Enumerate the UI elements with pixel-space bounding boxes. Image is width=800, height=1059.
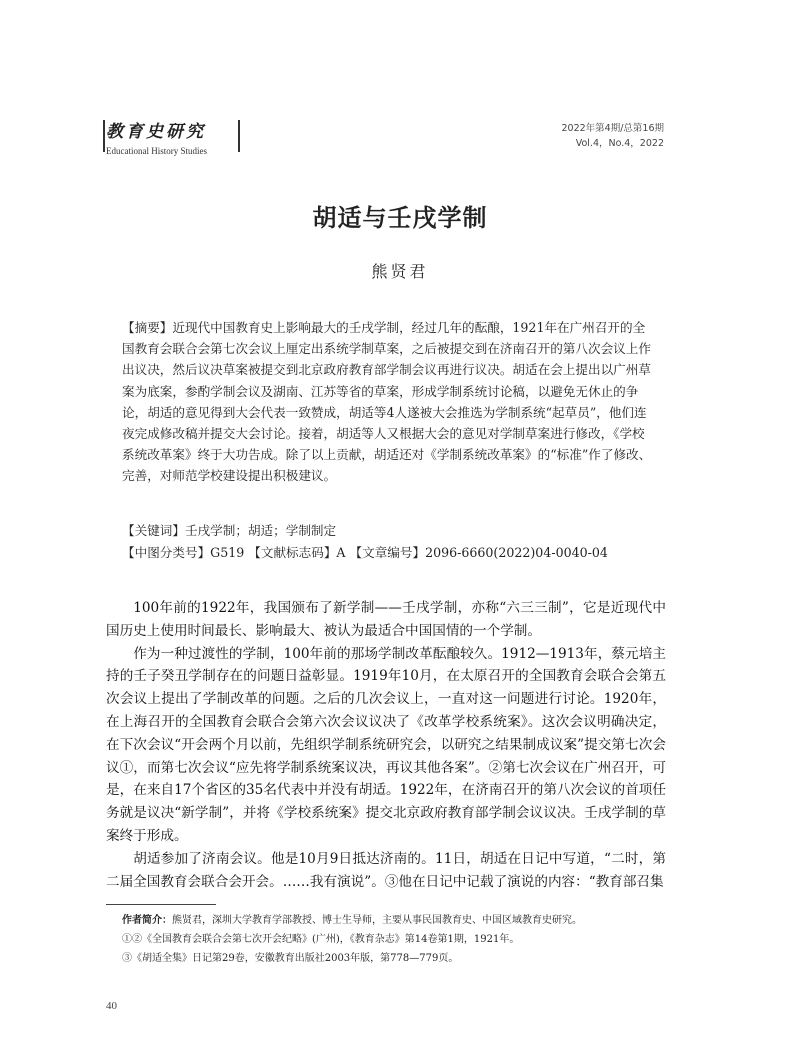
body-paragraph: 100年前的1922年，我国颁布了新学制——壬戌学制，亦称“六三三制”，它是近现代中国历史上使用时间最长、影响最大、被认为最适合中国国情的一个学制。 [106, 600, 666, 639]
footnote-divider [106, 904, 216, 905]
keywords-label: 【关键词】 [122, 523, 185, 538]
issue-info [561, 121, 664, 151]
footnote-1: ①②《全国教育会联合会第七次开会纪略》(广州)，《教育杂志》第14卷第1期，1921年。 [122, 934, 520, 945]
footnote-2: ③《胡适全集》日记第29卷，安徽教育出版社2003年版，第778—779页。 [122, 953, 459, 964]
footnote-author-label: 作者简介： [122, 915, 172, 926]
footnote-author-bio: 熊贤君，深圳大学教育学部教授、博士生导师，主要从事民国教育史、中国区域教育史研究。 [172, 915, 582, 926]
body-paragraph: 胡适参加了济南会议。他是10月9日抵达济南的。11日，胡适在日记中写道，“二时，第二届全国教育会联合会开会。……我有演说”。③他在日记中记载了演说的内容：“教育部召集 [106, 850, 666, 890]
body-paragraph: 作为一种过渡性的学制，100年前的那场学制改革酝酿较久。1912—1913年，蔡元培主持的壬子癸丑学制存在的问题日益彰显。1919年10月，在太原召开的全国教育会联合会第五次会议上提出了学制改革的问题。之后的几次会议上，一直对这一问题进行讨论。1920年，在上海召开的全国教育会联合会第六次会议议决了《改革学校系统案》。这次会议明确决定，在下次会议“开会两个月以前，先组织学制系统研究会，以研究之结果制成议案”提交第七次会议①，而第七次会议“应先将学制系统案议决，再议其他各案”。②第七次会议在广州召开，可是，在来自17个省区的35名代表中并没有胡适。1922年，在济南召开的第八次会议的首项任务就是议决“新学制”，并将《学校系统案》提交北京政府教育部学制会议议决。壬戌学制的草案终于形成。 [106, 645, 666, 844]
journal-name-en: Educational History Studies [106, 146, 207, 156]
article-author: 熊贤君 [371, 262, 429, 281]
abstract-text: 近现代中国教育史上影响最大的壬戌学制，经过几年的酝酿，1921年在广州召开的全国教育会联合会第七次会议上厘定出系统学制草案，之后被提交到在济南召开的第八次会议上作出议决，然后议决草案被提交到北京政府教育部学制会议再进行议决。胡适在会上提出以广州草案为底案，参酌学制会议及湖南、江苏等省的草案，形成学制系统讨论稿，以避免无休止的争论，胡适的意见得到大会代表一致赞成，胡适等4人遂被大会推选为学制系统“起草员”，他们连夜完成修改稿并提交大会讨论。接着，胡适等人又根据大会的意见对学制草案进行修改，《学校系统改革案》终于大功告成。除了以上贡献，胡适还对《学制系统改革案》的“标准”作了修改、完善，对师范学校建设提出积极建议。 [122, 320, 652, 484]
keywords [122, 520, 662, 539]
classification-line: 【中图分类号】G519 【文献标志码】A 【文章编号】2096-6660(2022)04-0040-04 [122, 545, 608, 560]
journal-masthead [106, 117, 207, 156]
header-rule-left [103, 120, 105, 152]
keywords-text: 壬戌学制；胡适；学制制定 [184, 523, 337, 538]
footnotes [122, 911, 682, 968]
article-title: 胡适与壬戌学制 [312, 204, 488, 232]
body-text [106, 597, 666, 893]
header-rule-right [238, 120, 240, 152]
journal-name-zh: 教育史研究 [106, 122, 206, 142]
footnote-author [122, 911, 682, 930]
issue-zh: 2022年第4期/总第16期 [561, 123, 664, 134]
abstract [122, 317, 652, 487]
issue-en: Vol.4，No.4，2022 [575, 138, 664, 149]
abstract-label: 【摘要】 [122, 320, 173, 335]
page-number: 40 [106, 1000, 117, 1012]
